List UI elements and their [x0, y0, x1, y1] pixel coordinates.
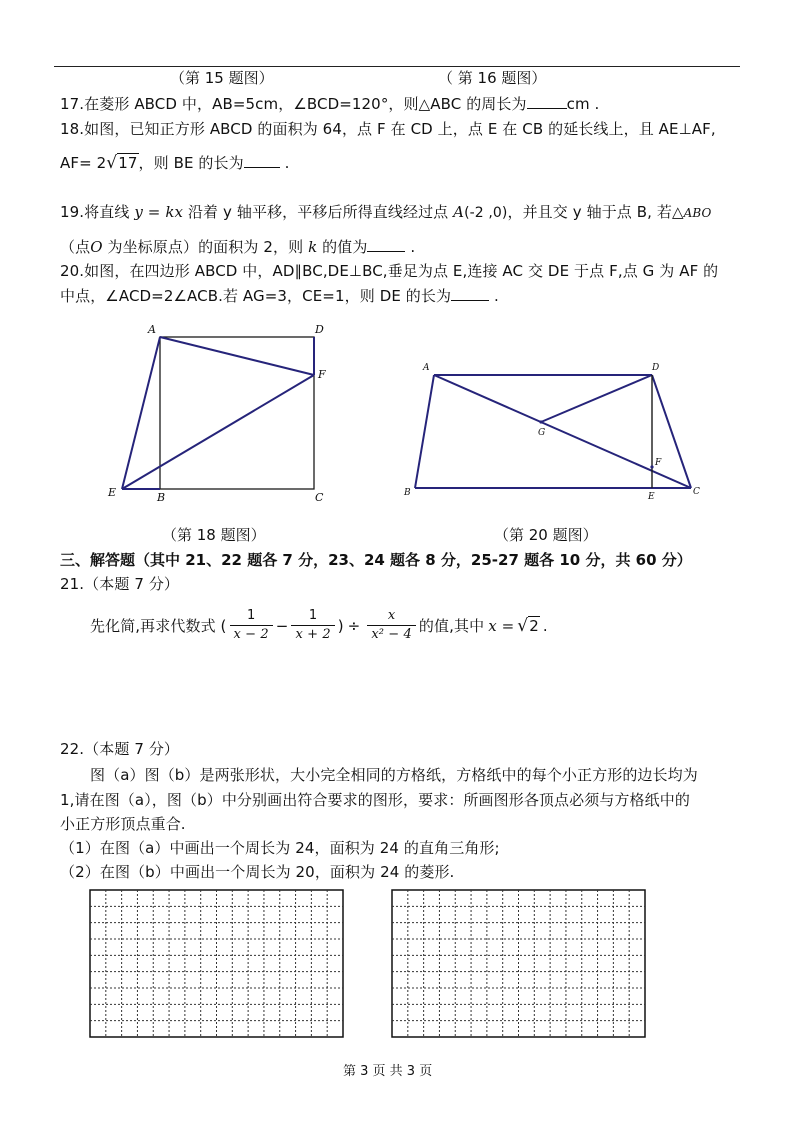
q18-end: . — [284, 154, 290, 172]
q19-formula: y = kx — [134, 203, 184, 221]
q21-radicand: 2 — [529, 617, 539, 635]
question-22-item2: （2）在图（b）中画出一个周长为 20，面积为 24 的菱形. — [60, 863, 455, 881]
fig18-label-A: A — [148, 323, 156, 336]
fig20-line-GD — [541, 375, 652, 422]
q20-end: . — [493, 287, 499, 305]
fig18-line-AE — [122, 337, 160, 489]
fig18-label-C: C — [315, 491, 324, 504]
fig20-label-G: G — [538, 428, 546, 438]
question-20-line1: 20.如图，在四边形 ABCD 中，AD∥BC,DE⊥BC,垂足为点 E,连接 AC 交 DE 于点 F,点 G 为 AF 的 — [60, 262, 719, 280]
q17-text: 17.在菱形 ABCD 中，AB=5cm，∠BCD=120°，则△ABC 的周长为 — [60, 95, 527, 113]
fig18-label-D: D — [315, 323, 324, 336]
caption-fig16: （ 第 16 题图） — [438, 69, 547, 87]
fig20-label-B: B — [404, 488, 411, 498]
fig20-line-AB — [415, 375, 434, 488]
section-3-heading: 三、解答题（其中 21、22 题各 7 分，23、24 题各 8 分，25-27 题各 10 分，共 60 分） — [60, 551, 692, 569]
q19-l2b: 为坐标原点）的面积为 2，则 — [107, 238, 304, 256]
q19-mid: 沿着 y 轴平移，平移后所得直线经过点 — [187, 203, 449, 221]
q17-unit: cm . — [566, 95, 600, 113]
caption-fig15: （第 15 题图） — [170, 69, 274, 87]
caption-fig20: （第 20 题图） — [494, 526, 598, 544]
fig18-line-AF — [160, 337, 314, 375]
q18-radicand: 17 — [118, 154, 138, 172]
fraction-2-num: 1 — [291, 607, 334, 626]
fig20-label-E: E — [648, 492, 655, 502]
q18-af: AF= 2 — [60, 154, 107, 172]
q21-minus: − — [275, 616, 289, 635]
grid-paper-a — [90, 890, 343, 1037]
fig20-line-DC — [652, 375, 691, 488]
q21-end: . — [542, 616, 548, 635]
q19-triangle: ABO — [683, 206, 712, 220]
question-21-expression — [90, 607, 548, 644]
fraction-3-num: x — [367, 607, 416, 626]
q19-k: k — [308, 238, 318, 256]
q21-xeq: x = — [488, 616, 515, 635]
sqrt-symbol: √ — [106, 153, 118, 173]
figure-20 — [415, 375, 691, 488]
question-22-item1: （1）在图（a）中画出一个周长为 24，面积为 24 的直角三角形; — [60, 839, 500, 857]
fig18-label-B: B — [157, 491, 166, 504]
fig20-point-F — [650, 465, 653, 468]
fig20-label-D: D — [652, 363, 660, 373]
fraction-1-num: 1 — [230, 607, 273, 626]
fraction-1-den: x − 2 — [233, 627, 269, 642]
q19-point: A — [453, 203, 465, 221]
fraction-2-den: x + 2 — [295, 627, 331, 642]
q19-prefix: 19.将直线 — [60, 203, 130, 221]
q21-close: ) — [337, 616, 344, 635]
q21-suffix: 的值,其中 — [418, 617, 485, 635]
fig18-line-EF — [122, 375, 314, 489]
fig18-square — [160, 337, 314, 489]
question-22-header: 22.（本题 7 分） — [60, 740, 180, 758]
question-22-p1: 图（a）图（b）是两张形状，大小完全相同的方格纸，方格纸中的每个小正方形的边长均为 — [90, 766, 698, 784]
q19-l2a: （点 — [60, 238, 91, 256]
fig20-label-A: A — [423, 363, 430, 373]
q19-l2c: 的值为 — [322, 238, 368, 256]
q21-prefix: 先化简,再求代数式 ( — [90, 617, 227, 635]
q20-l2: 中点，∠ACD=2∠ACB.若 AG=3，CE=1，则 DE 的长为 — [60, 287, 452, 305]
fraction-3-den: x² − 4 — [371, 627, 412, 642]
question-21-header: 21.（本题 7 分） — [60, 575, 180, 593]
q18-suffix: ，则 BE 的长为 — [138, 154, 244, 172]
fraction-3 — [367, 607, 416, 644]
fraction-2 — [291, 607, 334, 644]
fig18-label-F: F — [318, 368, 326, 381]
q19-after: ，并且交 y 轴于点 B, 若△ — [507, 203, 684, 221]
q19-end: . — [410, 238, 416, 256]
caption-fig18: （第 18 题图） — [162, 526, 266, 544]
grid-paper-b — [392, 890, 645, 1037]
fraction-1 — [230, 607, 273, 644]
fig20-label-C: C — [693, 487, 700, 497]
fig20-point-G — [539, 420, 542, 423]
question-22-p3: 小正方形顶点重合. — [60, 815, 186, 833]
fig18-label-E: E — [108, 486, 117, 499]
q19-origin: O — [90, 238, 103, 256]
question-18-line1: 18.如图，已知正方形 ABCD 的面积为 64，点 F 在 CD 上，点 E 在 CB 的延长线上，且 AE⊥AF, — [60, 120, 716, 138]
sqrt-symbol-21: √ — [517, 615, 529, 636]
question-22-p2: 1,请在图（a），图（b）中分别画出符合要求的图形，要求：所画图形各顶点必须与方格纸中的 — [60, 791, 690, 809]
q19-coords: (-2 ,0) — [464, 205, 508, 221]
fig20-label-F: F — [655, 458, 662, 468]
q21-div: ÷ — [347, 616, 361, 635]
page-footer: 第 3 页 共 3 页 — [343, 1064, 433, 1079]
